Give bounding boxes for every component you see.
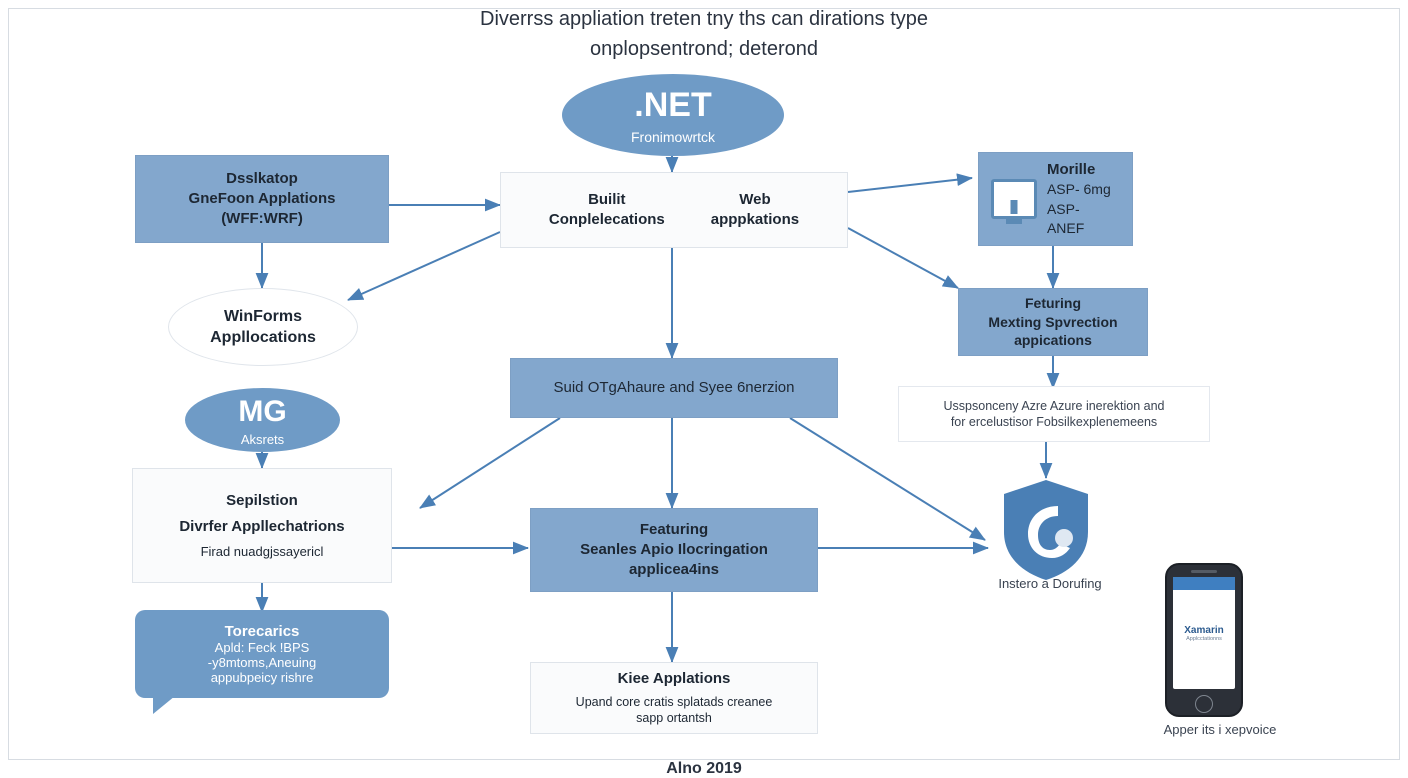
node-desktop-applications xyxy=(135,155,389,243)
node-featuring-seanles xyxy=(530,508,818,592)
torecarics-line-3: appubpeicy rishre xyxy=(210,670,314,685)
torecarics-line-2: -y8mtoms,Aneuing xyxy=(207,655,317,670)
node-kiee-applications xyxy=(530,662,818,734)
featuring-right-line-3: appications xyxy=(1014,332,1092,349)
torecarics-line-1: Apld: Feck !BPS xyxy=(214,640,310,655)
node-featuring-mexting xyxy=(958,288,1148,356)
node-dotnet-framework xyxy=(562,74,784,156)
sepilstion-line-3: Firad nuadgjssayericl xyxy=(200,543,324,559)
node-sepilstion xyxy=(132,468,392,583)
featuring-right-line-1: Feturing xyxy=(1025,295,1081,312)
node-torecarics-callout xyxy=(135,610,389,698)
mg-subtitle: Aksrets xyxy=(240,432,285,448)
mobile-line-2: ASP- ANEF xyxy=(1046,200,1085,237)
kiee-line-1: Upand core cratis splatads creanee xyxy=(575,694,773,709)
featuring-center-line-2: Seanles Apio Ilocringation xyxy=(580,541,768,559)
center-top-left-line-1: Builit xyxy=(588,191,626,209)
kiee-line-2: sapp ortantsh xyxy=(636,711,712,726)
node-azure-note xyxy=(898,386,1210,442)
diagram-footer: Alno 2019 xyxy=(666,760,742,777)
phone-screen xyxy=(1173,577,1235,689)
kiee-title: Kiee Applations xyxy=(617,670,731,688)
phone-topbar xyxy=(1173,577,1235,590)
winforms-line-2: Appllocations xyxy=(210,329,316,346)
node-build-web-applications xyxy=(500,172,848,248)
monitor-icon xyxy=(991,179,1037,219)
featuring-center-line-1: Featuring xyxy=(639,521,709,539)
title-line-2: onplopsentrond; deterond xyxy=(590,38,818,60)
shield-caption: Instero a Dorufing xyxy=(998,576,1102,591)
shield-icon xyxy=(1000,478,1092,582)
phone-app-sublabel: Applcctationns xyxy=(1186,635,1222,642)
phone-device xyxy=(1165,563,1243,717)
azure-note-line-2: for ercelustisor Fobsilkexplenemeens xyxy=(950,415,1158,429)
node-mg-aksrets xyxy=(185,388,340,452)
center-mid-text: Suid OTgAhaure and Syee 6nerzion xyxy=(553,379,795,397)
phone-caption: Apper its i xepvoice xyxy=(1163,722,1277,737)
winforms-line-1: WinForms xyxy=(223,307,303,325)
mobile-line-1: ASP- 6mg xyxy=(1046,181,1111,198)
center-top-right-line-1: Web xyxy=(739,191,771,209)
phone-home-button[interactable] xyxy=(1195,695,1213,713)
center-top-right-line-2: apppkations xyxy=(710,211,800,228)
node-mobile-asp xyxy=(978,152,1133,246)
diagram-title xyxy=(0,0,1408,64)
torecarics-title: Torecarics xyxy=(224,623,300,640)
azure-note-line-1: Usspsonceny Azre Azure inerektion and xyxy=(943,398,1165,413)
mobile-title: Morille xyxy=(1046,161,1096,179)
sepilstion-line-1: Sepilstion xyxy=(226,492,298,510)
sepilstion-line-2: Divrfer Appllechatrions xyxy=(179,517,345,535)
dotnet-title: .NET xyxy=(634,86,712,125)
mg-title: MG xyxy=(238,394,287,428)
desktop-line-2: GneFoon Applations xyxy=(188,190,336,208)
center-top-left-line-2: Conplelecations xyxy=(548,211,665,228)
desktop-line-3: (WFF:WRF) xyxy=(221,209,303,227)
featuring-center-line-3: applicea4ins xyxy=(628,560,720,578)
title-line-1: Diverrss appliation treten tny ths can dirations type xyxy=(480,8,928,30)
node-winforms-applications xyxy=(168,288,358,366)
featuring-right-line-2: Mexting Spvrection xyxy=(988,313,1118,330)
node-suid-orgahaure xyxy=(510,358,838,418)
desktop-line-1: Dsslkatop xyxy=(226,170,298,188)
dotnet-subtitle: Fronimowrtck xyxy=(630,129,715,146)
phone-app-label: Xamarin xyxy=(1184,624,1224,636)
